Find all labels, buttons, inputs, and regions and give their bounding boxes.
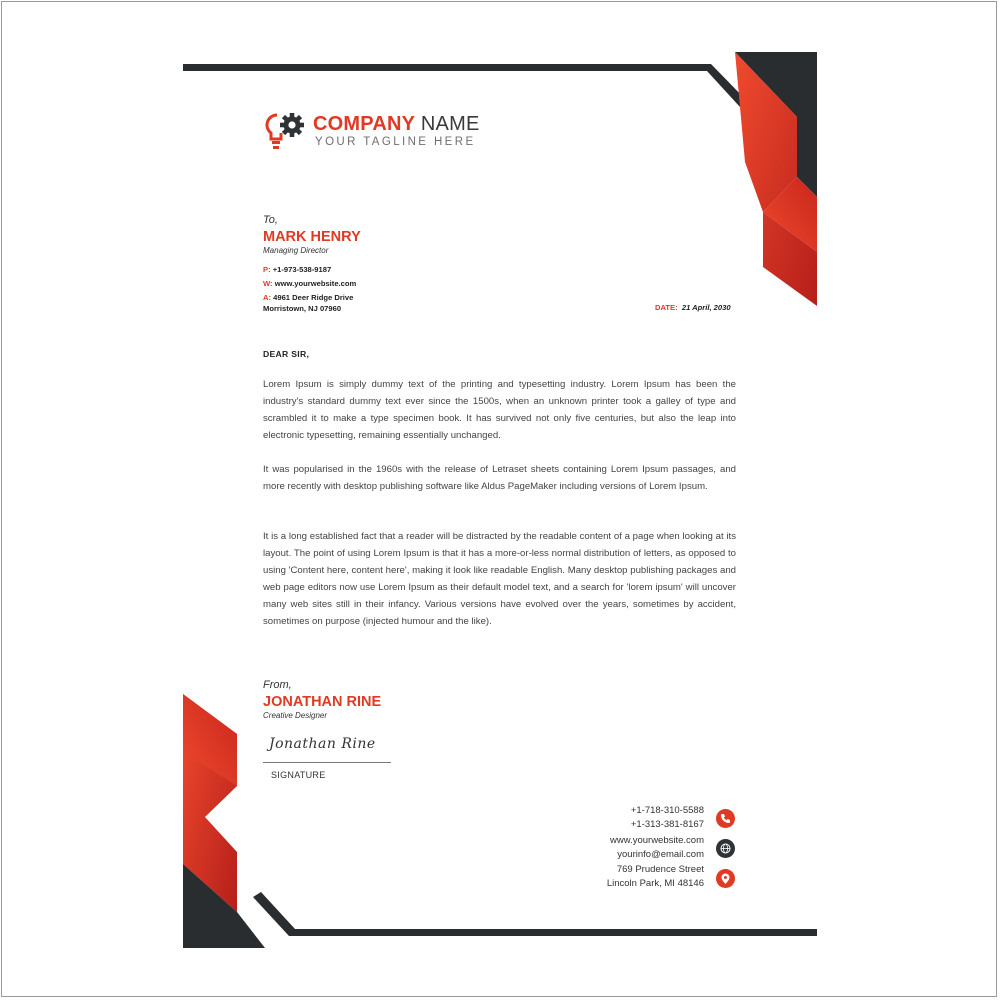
to-label: To, — [263, 214, 278, 226]
footer-email: yourinfo@email.com — [617, 849, 704, 860]
date-value: 21 April, 2030 — [681, 303, 731, 312]
globe-icon — [716, 839, 735, 858]
company-tagline: YOUR TAGLINE HERE — [315, 136, 476, 148]
location-pin-icon — [716, 869, 735, 888]
company-name-bold: COMPANY — [313, 113, 416, 135]
paragraph-1: Lorem Ipsum is simply dummy text of the printing and typesetting industry. Lorem Ipsum has been the industry's standard dummy text ever since the 1500s, when an unknown printer took a galley of type and scrambled it to make a type specimen book. It has survived not only five centuries, but also the leap into electronic typesetting, remaining essentially unchanged. — [263, 379, 736, 441]
footer-web-email — [464, 834, 704, 862]
footer-address-line2: Lincoln Park, MI 48146 — [606, 878, 704, 889]
lightbulb-gear-icon — [263, 110, 309, 154]
from-label: From, — [263, 679, 292, 691]
sender-role: Creative Designer — [263, 711, 328, 720]
company-name — [313, 113, 480, 136]
letter-date — [655, 303, 731, 312]
address-key: A: — [263, 293, 272, 302]
signature-label: SIGNATURE — [271, 770, 326, 780]
web-value: www.yourwebsite.com — [274, 279, 357, 288]
salutation: DEAR SIR, — [263, 349, 310, 359]
date-label: DATE: — [655, 303, 678, 312]
top-border-line — [183, 64, 748, 107]
recipient-phone — [263, 265, 331, 274]
bottom-border-line — [253, 892, 817, 936]
footer-website: www.yourwebsite.com — [610, 835, 704, 846]
recipient-name: MARK HENRY — [263, 229, 361, 245]
recipient-address — [263, 293, 353, 302]
letterhead-page — [183, 52, 817, 948]
recipient-web — [263, 279, 356, 288]
address-line1: 4961 Deer Ridge Drive — [273, 293, 354, 302]
signature-line — [263, 762, 391, 763]
footer-address-line1: 769 Prudence Street — [616, 864, 704, 875]
paragraph-3: It is a long established fact that a reader will be distracted by the readable content of a page when looking at its layout. The point of using Lorem Ipsum is that it has a more-or-less normal distribution of letters, as opposed to using 'Content here, content here', making it look like readable English. Many desktop publishing packages and web page editors now use Lorem Ipsum as their default model text, and a search for 'lorem ipsum' will uncover many web sites still in their infancy. Various versions have evolved over the years, sometimes by accident, sometimes on purpose (injected humour and the like). — [263, 531, 736, 627]
footer-address — [464, 863, 704, 891]
phone-key: P: — [263, 265, 271, 274]
web-key: W: — [263, 279, 273, 288]
paragraph-2: It was popularised in the 1960s with the release of Letraset sheets containing Lorem Ipsum passages, and more recently with desktop publishing software like Aldus PageMaker including versions of Lorem Ipsum. — [263, 464, 736, 492]
footer-phones — [464, 804, 704, 832]
company-name-light: NAME — [415, 113, 480, 135]
signature: Jonathan Rine — [269, 736, 376, 752]
sender-name: JONATHAN RINE — [263, 694, 382, 710]
recipient-role: Managing Director — [263, 246, 329, 255]
phone-value: +1-973-538-9187 — [272, 265, 332, 274]
footer-phone-1: +1-718-310-5588 — [630, 805, 704, 816]
footer-phone-2: +1-313-381-8167 — [630, 819, 704, 830]
address-line2: Morristown, NJ 07960 — [263, 304, 342, 313]
phone-icon — [716, 809, 735, 828]
